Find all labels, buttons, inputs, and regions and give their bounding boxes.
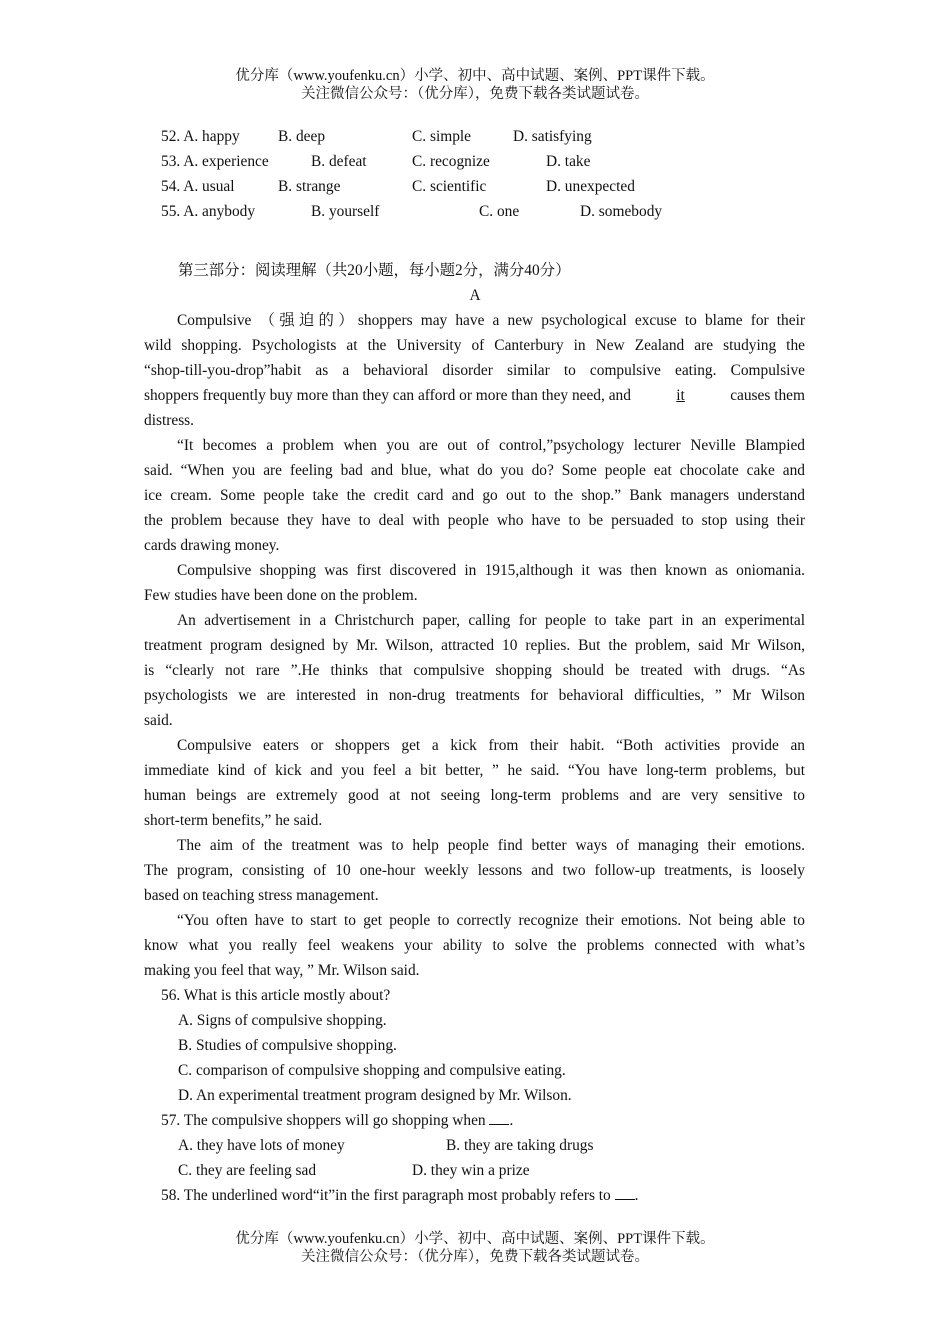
- paragraph-3-line: Compulsive shopping was first discovered in 1915,although it was then known as oniomania.: [177, 562, 805, 579]
- option-d: D. take: [546, 153, 591, 170]
- question-58-stem: [161, 1183, 638, 1208]
- page-footer: [0, 1230, 950, 1266]
- option-c: C. simple: [412, 128, 471, 145]
- paragraph-1-line: distress.: [144, 412, 195, 429]
- question-57-option-c: C. they are feeling sad: [178, 1162, 317, 1179]
- cloze-row-53: [0, 149, 950, 174]
- question-56-option-a: A. Signs of compulsive shopping.: [178, 1012, 387, 1029]
- paragraph-1-line: “shop-till-you-drop”habit as a behavioral disorder similar to compulsive eating. Compulsive: [144, 362, 805, 379]
- question-56-option-c: C. comparison of compulsive shopping and compulsive eating.: [178, 1062, 566, 1079]
- option-b: B. yourself: [311, 203, 380, 220]
- option-b: B. strange: [278, 178, 341, 195]
- underlined-word: it: [676, 387, 685, 404]
- paragraph-7-line: know what you really feel weakens your ability to solve the problems connected with what’s: [144, 937, 805, 954]
- paragraph-2-line: ice cream. Some people take the credit card and go out to the shop.” Bank managers understand: [144, 487, 805, 504]
- question-57-stem: [161, 1108, 513, 1133]
- option-c: C. scientific: [412, 178, 487, 195]
- paragraph-2-line: cards drawing money.: [144, 537, 280, 554]
- question-57-option-b: B. they are taking drugs: [446, 1137, 594, 1154]
- cloze-row-55: [0, 199, 950, 224]
- paragraph-7-line: making you feel that way, ” Mr. Wilson said.: [144, 962, 420, 979]
- option-b: B. deep: [278, 128, 326, 145]
- paragraph-4-line: is “clearly not rare ”.He thinks that compulsive shopping should be treated with drugs. “As: [144, 662, 805, 679]
- paragraph-4-line: treatment program designed by Mr. Wilson, attracted 10 replies. But the problem, said Mr Wilson,: [144, 637, 805, 654]
- question-57-options-row: [0, 1158, 950, 1183]
- option-a: 55. A. anybody: [161, 203, 256, 220]
- option-c: C. recognize: [412, 153, 490, 170]
- section-title: 第三部分：阅读理解（共20小题，每小题2分，满分40分）: [178, 262, 571, 279]
- paragraph-4-line: An advertisement in a Christchurch paper, calling for people to take part in an experimental: [177, 612, 805, 629]
- paragraph-5-line: immediate kind of kick and you feel a bit better, ” he said. “You have long-term problems, but: [144, 762, 805, 779]
- question-56-option-b: B. Studies of compulsive shopping.: [178, 1037, 397, 1054]
- text-segment: causes them: [730, 387, 805, 404]
- paragraph-3-line: Few studies have been done on the problem.: [144, 587, 418, 604]
- paragraph-1-line: Compulsive （强迫的）shoppers may have a new psychological excuse to blame for their: [177, 312, 805, 329]
- option-d: D. unexpected: [546, 178, 635, 195]
- option-d: D. somebody: [580, 203, 663, 220]
- footer-line-1: 优分库（www.youfenku.cn）小学、初中、高中试题、案例、PPT课件下载。: [235, 1231, 715, 1247]
- answer-blank: [615, 1185, 635, 1200]
- paragraph-1-line: [144, 383, 805, 408]
- paragraph-7-line: “You often have to start to get people to correctly recognize their emotions. Not being able to: [177, 912, 805, 929]
- paragraph-2-line: said. “When you are feeling bad and blue, what do you do? Some people eat chocolate cake and: [144, 462, 805, 479]
- text-segment: shoppers frequently buy more than they can afford or more than they need, and: [144, 387, 631, 404]
- paragraph-4-line: psychologists we are interested in non-drug treatments for behavioral difficulties, ” Mr Wilson: [144, 687, 805, 704]
- paragraph-1-line: wild shopping. Psychologists at the University of Canterbury in New Zealand are studying the: [144, 337, 805, 354]
- option-a: 54. A. usual: [161, 178, 235, 195]
- question-56-stem: 56. What is this article mostly about?: [161, 987, 391, 1004]
- question-57-options-row: [0, 1133, 950, 1158]
- paragraph-5-line: short-term benefits,” he said.: [144, 812, 323, 829]
- cloze-row-54: [0, 174, 950, 199]
- cloze-row-52: [0, 124, 950, 149]
- paragraph-6-line: The aim of the treatment was to help people find better ways of managing their emotions.: [177, 837, 805, 854]
- passage-label: A: [469, 287, 481, 304]
- stem-text: 57. The compulsive shoppers will go shopping when: [161, 1112, 486, 1129]
- header-line-2: 关注微信公众号：（优分库），免费下载各类试题试卷。: [301, 86, 649, 102]
- paragraph-6-line: based on teaching stress management.: [144, 887, 379, 904]
- paragraph-6-line: The program, consisting of 10 one-hour weekly lessons and two follow-up treatments, is loosely: [144, 862, 805, 879]
- footer-line-2: 关注微信公众号：（优分库），免费下载各类试题试卷。: [301, 1249, 649, 1265]
- stem-text: 58. The underlined word“it”in the first paragraph most probably refers to: [161, 1187, 611, 1204]
- question-57-option-d: D. they win a prize: [412, 1162, 530, 1179]
- question-57-option-a: A. they have lots of money: [178, 1137, 345, 1154]
- option-b: B. defeat: [311, 153, 367, 170]
- stem-end: .: [634, 1187, 639, 1204]
- paragraph-5-line: Compulsive eaters or shoppers get a kick from their habit. “Both activities provide an: [177, 737, 805, 754]
- paragraph-4-line: said.: [144, 712, 173, 729]
- paragraph-5-line: human beings are extremely good at not seeing long-term problems and are very sensitive to: [144, 787, 805, 804]
- paragraph-2-line: the problem because they have to deal with people who have to be persuaded to stop using their: [144, 512, 805, 529]
- question-56-option-d: D. An experimental treatment program designed by Mr. Wilson.: [178, 1087, 572, 1104]
- option-c: C. one: [479, 203, 520, 220]
- answer-blank: [489, 1110, 509, 1125]
- option-a: 52. A. happy: [161, 128, 240, 145]
- stem-end: .: [509, 1112, 514, 1129]
- page-header: [0, 67, 950, 103]
- header-line-1: 优分库（www.youfenku.cn）小学、初中、高中试题、案例、PPT课件下载。: [235, 68, 715, 84]
- option-a: 53. A. experience: [161, 153, 269, 170]
- paragraph-2-line: “It becomes a problem when you are out of control,”psychology lecturer Neville Blampied: [177, 437, 805, 454]
- option-d: D. satisfying: [513, 128, 592, 145]
